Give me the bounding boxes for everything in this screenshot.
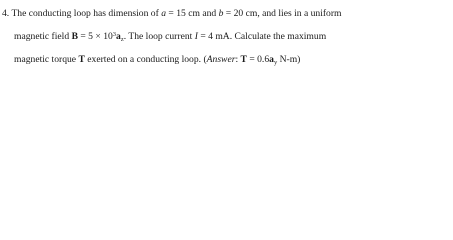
line3-text-3: : xyxy=(235,54,239,65)
variable-I: I xyxy=(194,31,198,42)
line2-text-4: = 4 mA. Calculate the maximum xyxy=(200,31,327,42)
exponent: 3 xyxy=(112,31,117,38)
line3-text-5: N-m) xyxy=(279,54,301,65)
problem-line-1 xyxy=(2,2,451,25)
line1-text-2: = 15 cm and xyxy=(168,8,217,19)
problem-number: 4. xyxy=(2,8,10,19)
vector-T: T xyxy=(78,54,85,65)
line2-text-3: . The loop current xyxy=(123,31,193,42)
answer-vector-T: T xyxy=(240,54,247,65)
answer-unit-vector-a: a xyxy=(269,54,274,65)
line2-text-2: = 5 × 10 xyxy=(80,31,113,42)
line1-text-1: The conducting loop has dimension of xyxy=(11,8,159,19)
problem-statement xyxy=(2,2,451,71)
problem-line-3 xyxy=(2,48,451,71)
variable-a: a xyxy=(161,8,166,19)
variable-b: b xyxy=(218,8,224,19)
line1-text-3: = 20 cm, and lies in a uniform xyxy=(225,8,342,19)
subscript-y: y xyxy=(273,59,278,66)
line3-text-2: exerted on a conducting loop. ( xyxy=(87,54,207,65)
problem-line-2 xyxy=(2,25,451,48)
line3-text-1: magnetic torque xyxy=(14,54,77,65)
unit-vector-a: a xyxy=(116,31,121,42)
line3-text-4: = 0.6 xyxy=(249,54,270,65)
subscript-z: z xyxy=(120,36,124,43)
answer-label: Answer xyxy=(206,54,236,65)
vector-B: B xyxy=(71,31,78,42)
line2-text-1: magnetic field xyxy=(14,31,70,42)
